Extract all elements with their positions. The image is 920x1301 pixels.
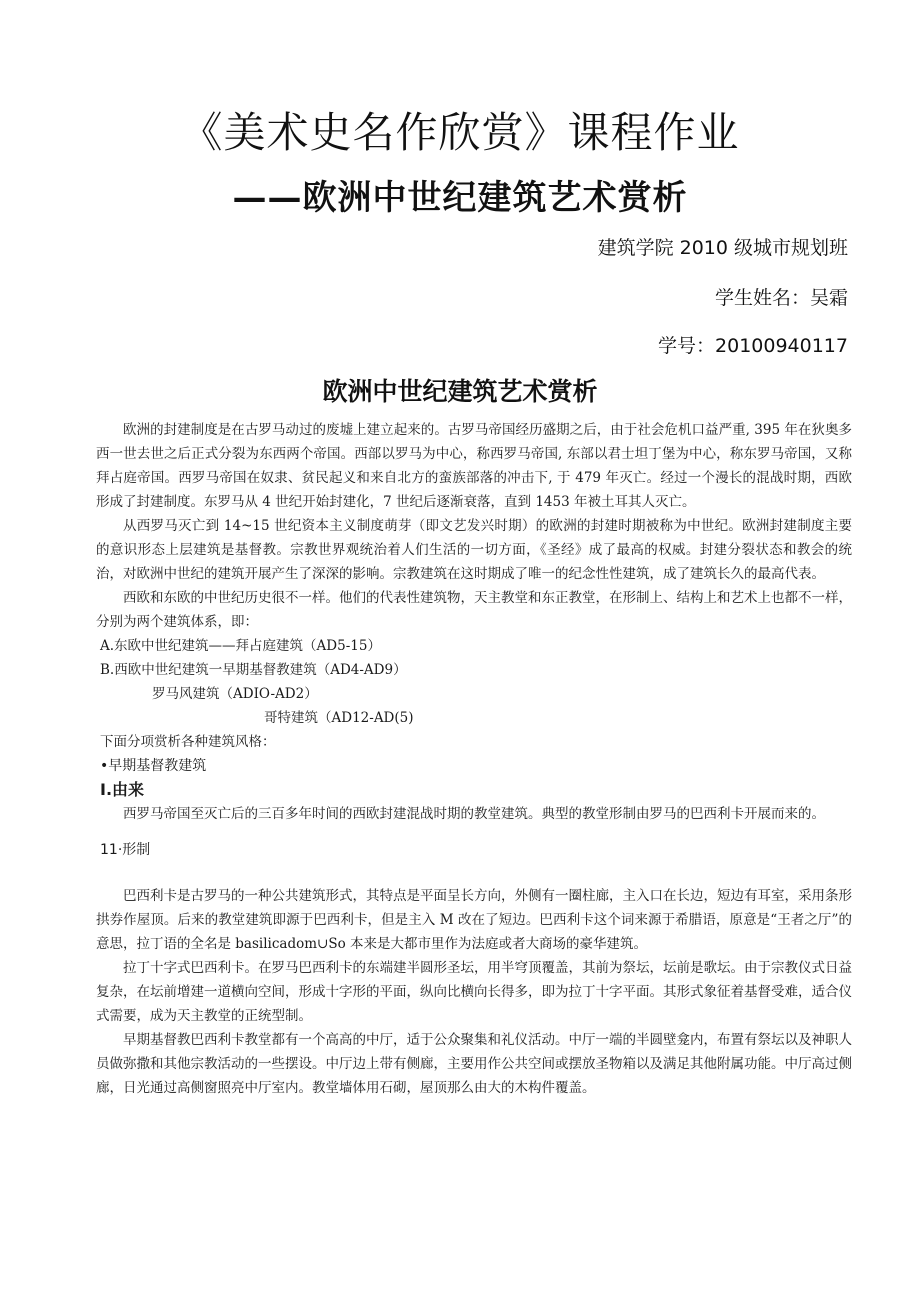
paragraph-5: 西罗马帝国至灭亡后的三百多年时间的西欧封建混战时期的教堂建筑。典型的教堂形制由罗马的巴西利卡开展而来的。 (123, 806, 825, 822)
spacer (96, 826, 852, 838)
paragraph-6: 巴西利卡是古罗马的一种公共建筑形式，其特点是平面呈长方向，外侧有一圈柱廊，主入口在长边，短边有耳室，采用条形拱券作屋顶。后来的教堂建筑即源于巴西利卡，但是主入 M 改在了短边。巴西利卡这个词来源于希腊语，原意是“王者之厅”的意思，拉丁语的全名是 basilicadom∪So 本来是大都市里作为法庭或者大商场的豪华建筑。 (96, 888, 852, 952)
list-item-b2: 哥特建筑（AD12-AD(5) (264, 710, 414, 726)
section-title: 欧洲中世纪建筑艺术赏析 (322, 377, 598, 406)
paragraph-4: 下面分项赏析各种建筑风格： (100, 734, 276, 750)
document-subtitle: ——欧洲中世纪建筑艺术赏析 (232, 178, 688, 218)
paragraph-3: 西欧和东欧的中世纪历史很不一样。他们的代表性建筑物，天主教堂和东正教堂，在形制上、结构上和艺术上也都不一样，分别为两个建筑体系，即： (96, 590, 852, 630)
student-name: 学生姓名：吴霜 (714, 287, 848, 309)
document-title: 《美术史名作欣赏》课程作业 (180, 108, 740, 157)
paragraph-8: 早期基督教巴西利卡教堂都有一个高高的中厅，适于公众聚集和礼仪活动。中厅一端的半圆壁龛内，布置有祭坛以及神职人员做弥撒和其他宗教活动的一些摆设。中厅边上带有侧廊，主要用作公共空间或摆放圣物箱以及满足其他附属功能。中厅高过侧廊，日光通过高侧窗照亮中厅室内。教堂墙体用石砌，屋顶那么由大的木构件覆盖。 (96, 1032, 852, 1096)
document-body (96, 418, 852, 1100)
heading-form: 11·形制 (100, 842, 151, 858)
class-info: 建筑学院 2010 级城市规划班 (597, 237, 848, 259)
spacer (96, 862, 852, 884)
paragraph-7: 拉丁十字式巴西利卡。在罗马巴西利卡的东端建半圆形圣坛，用半穹顶覆盖，其前为祭坛，坛前是歌坛。由于宗教仪式日益复杂，在坛前增建一道横向空间，形成十字形的平面，纵向比横向长得多，即为拉丁十字平面。其形式象征着基督受难，适合仪式需要，成为天主教堂的正统型制。 (96, 960, 852, 1024)
paragraph-1: 欧洲的封建制度是在古罗马动过的废墟上建立起来的。古罗马帝国经历盛期之后，由于社会危机口益严重, 395 年在狄奥多西一世去世之后正式分裂为东西两个帝国。西部以罗马为中心，称西罗马帝国, 东部以君士坦丁堡为中心，称东罗马帝国，又称拜占庭帝国。西罗马帝国在奴隶、贫民起义和来自北方的蛮族部落的冲击下, 于 479 年灭亡。经过一个漫长的混战时期，西欧形成了封建制度。东罗马从 4 世纪开始封建化，7 世纪后逐渐衰落，直到 1453 年被土耳其人灭亡。 (96, 422, 852, 510)
heading-early-christian: •早期基督教建筑 (100, 758, 207, 774)
list-item-a: A.东欧中世纪建筑——拜占庭建筑（AD5-15） (100, 638, 381, 654)
heading-origin: I.由来 (100, 780, 145, 799)
list-item-b1: 罗马风建筑（ADIO-AD2） (152, 686, 318, 702)
paragraph-2: 从西罗马灭亡到 14~15 世纪资本主义制度萌芽（即文艺发兴时期）的欧洲的封建时期被称为中世纪。欧洲封建制度主要的意识形态上层建筑是基督教。宗教世界观统治着人们生活的一切方面，《圣经》成了最高的权威。封建分裂状态和教会的统治，对欧洲中世纪的建筑开展产生了深深的影响。宗教建筑在这时期成了唯一的纪念性性建筑，成了建筑长久的最高代表。 (96, 518, 852, 582)
student-id: 学号：20100940117 (658, 335, 848, 357)
list-item-b: B.西欧中世纪建筑一早期基督教建筑（AD4-AD9） (100, 662, 407, 678)
